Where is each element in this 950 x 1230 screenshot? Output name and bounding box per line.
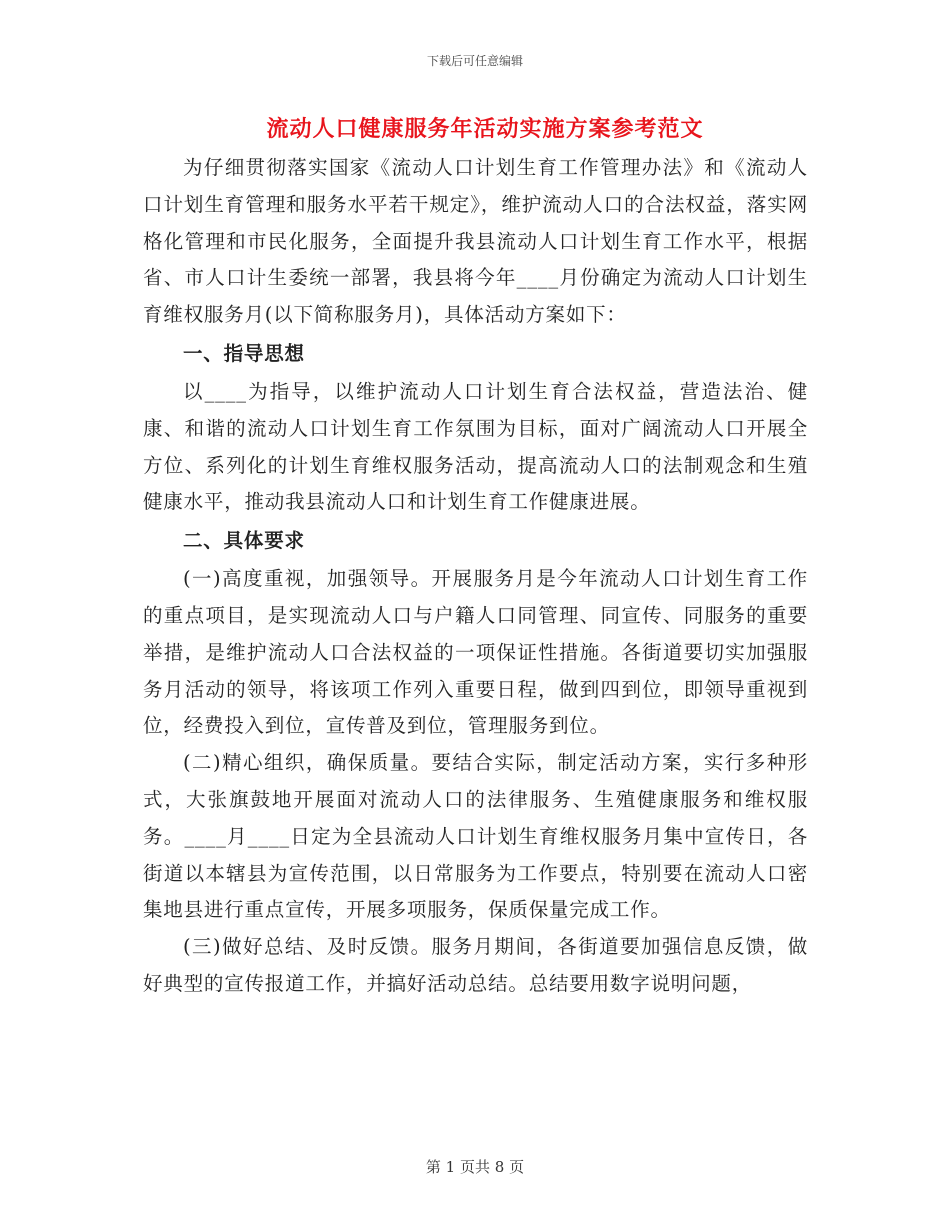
section-heading-specific-requirements: 二、具体要求 [183,529,305,553]
document-body [143,150,808,1003]
intro-paragraph: 为仔细贯彻落实国家《流动人口计划生育工作管理办法》和《流动人口计划生育管理和服务水平若干规定》，维护流动人口的合法权益，落实网格化管理和市民化服务，全面提升我县流动人口计划生育工作水平，根据省、市人口计生委统一部署，我县将今年____月份确定为流动人口计划生育维权服务月(以下简称服务月)，具体活动方案如下： [143,156,808,327]
requirement-paragraph-1: (一)高度重视，加强领导。开展服务月是今年流动人口计划生育工作的重点项目，是实现流动人口与户籍人口同管理、同宣传、同服务的重要举措，是维护流动人口合法权益的一项保证性措施。各街道要切实加强服务月活动的领导，将该项工作列入重要日程，做到四到位，即领导重视到位，经费投入到位，宣传普及到位，管理服务到位。 [143,567,808,738]
requirement-paragraph-2: (二)精心组织，确保质量。要结合实际，制定活动方案，实行多种形式，大张旗鼓地开展面对流动人口的法律服务、生殖健康服务和维权服务。____月____日定为全县流动人口计划生育维权服务月集中宣传日，各街道以本辖县为宣传范围，以日常服务为工作要点，特别要在流动人口密集地县进行重点宣传，开展多项服务，保质保量完成工作。 [143,751,808,922]
page-number-footer: 第 1 页共 8 页 [425,1158,525,1176]
requirement-paragraph-3: (三)做好总结、及时反馈。服务月期间，各街道要加强信息反馈，做好典型的宣传报道工作，并搞好活动总结。总结要用数字说明问题， [143,935,808,995]
document-title: 流动人口健康服务年活动实施方案参考范文 [266,116,704,142]
section-heading-guiding-ideology: 一、指导思想 [183,341,305,365]
page-header-note: 下载后可任意编辑 [426,54,523,68]
guiding-ideology-paragraph: 以____为指导，以维护流动人口计划生育合法权益，营造法治、健康、和谐的流动人口计划生育工作氛围为目标，面对广阔流动人口开展全方位、系列化的计划生育维权服务活动，提高流动人口的法制观念和生殖健康水平，推动我县流动人口和计划生育工作健康进展。 [143,379,808,514]
